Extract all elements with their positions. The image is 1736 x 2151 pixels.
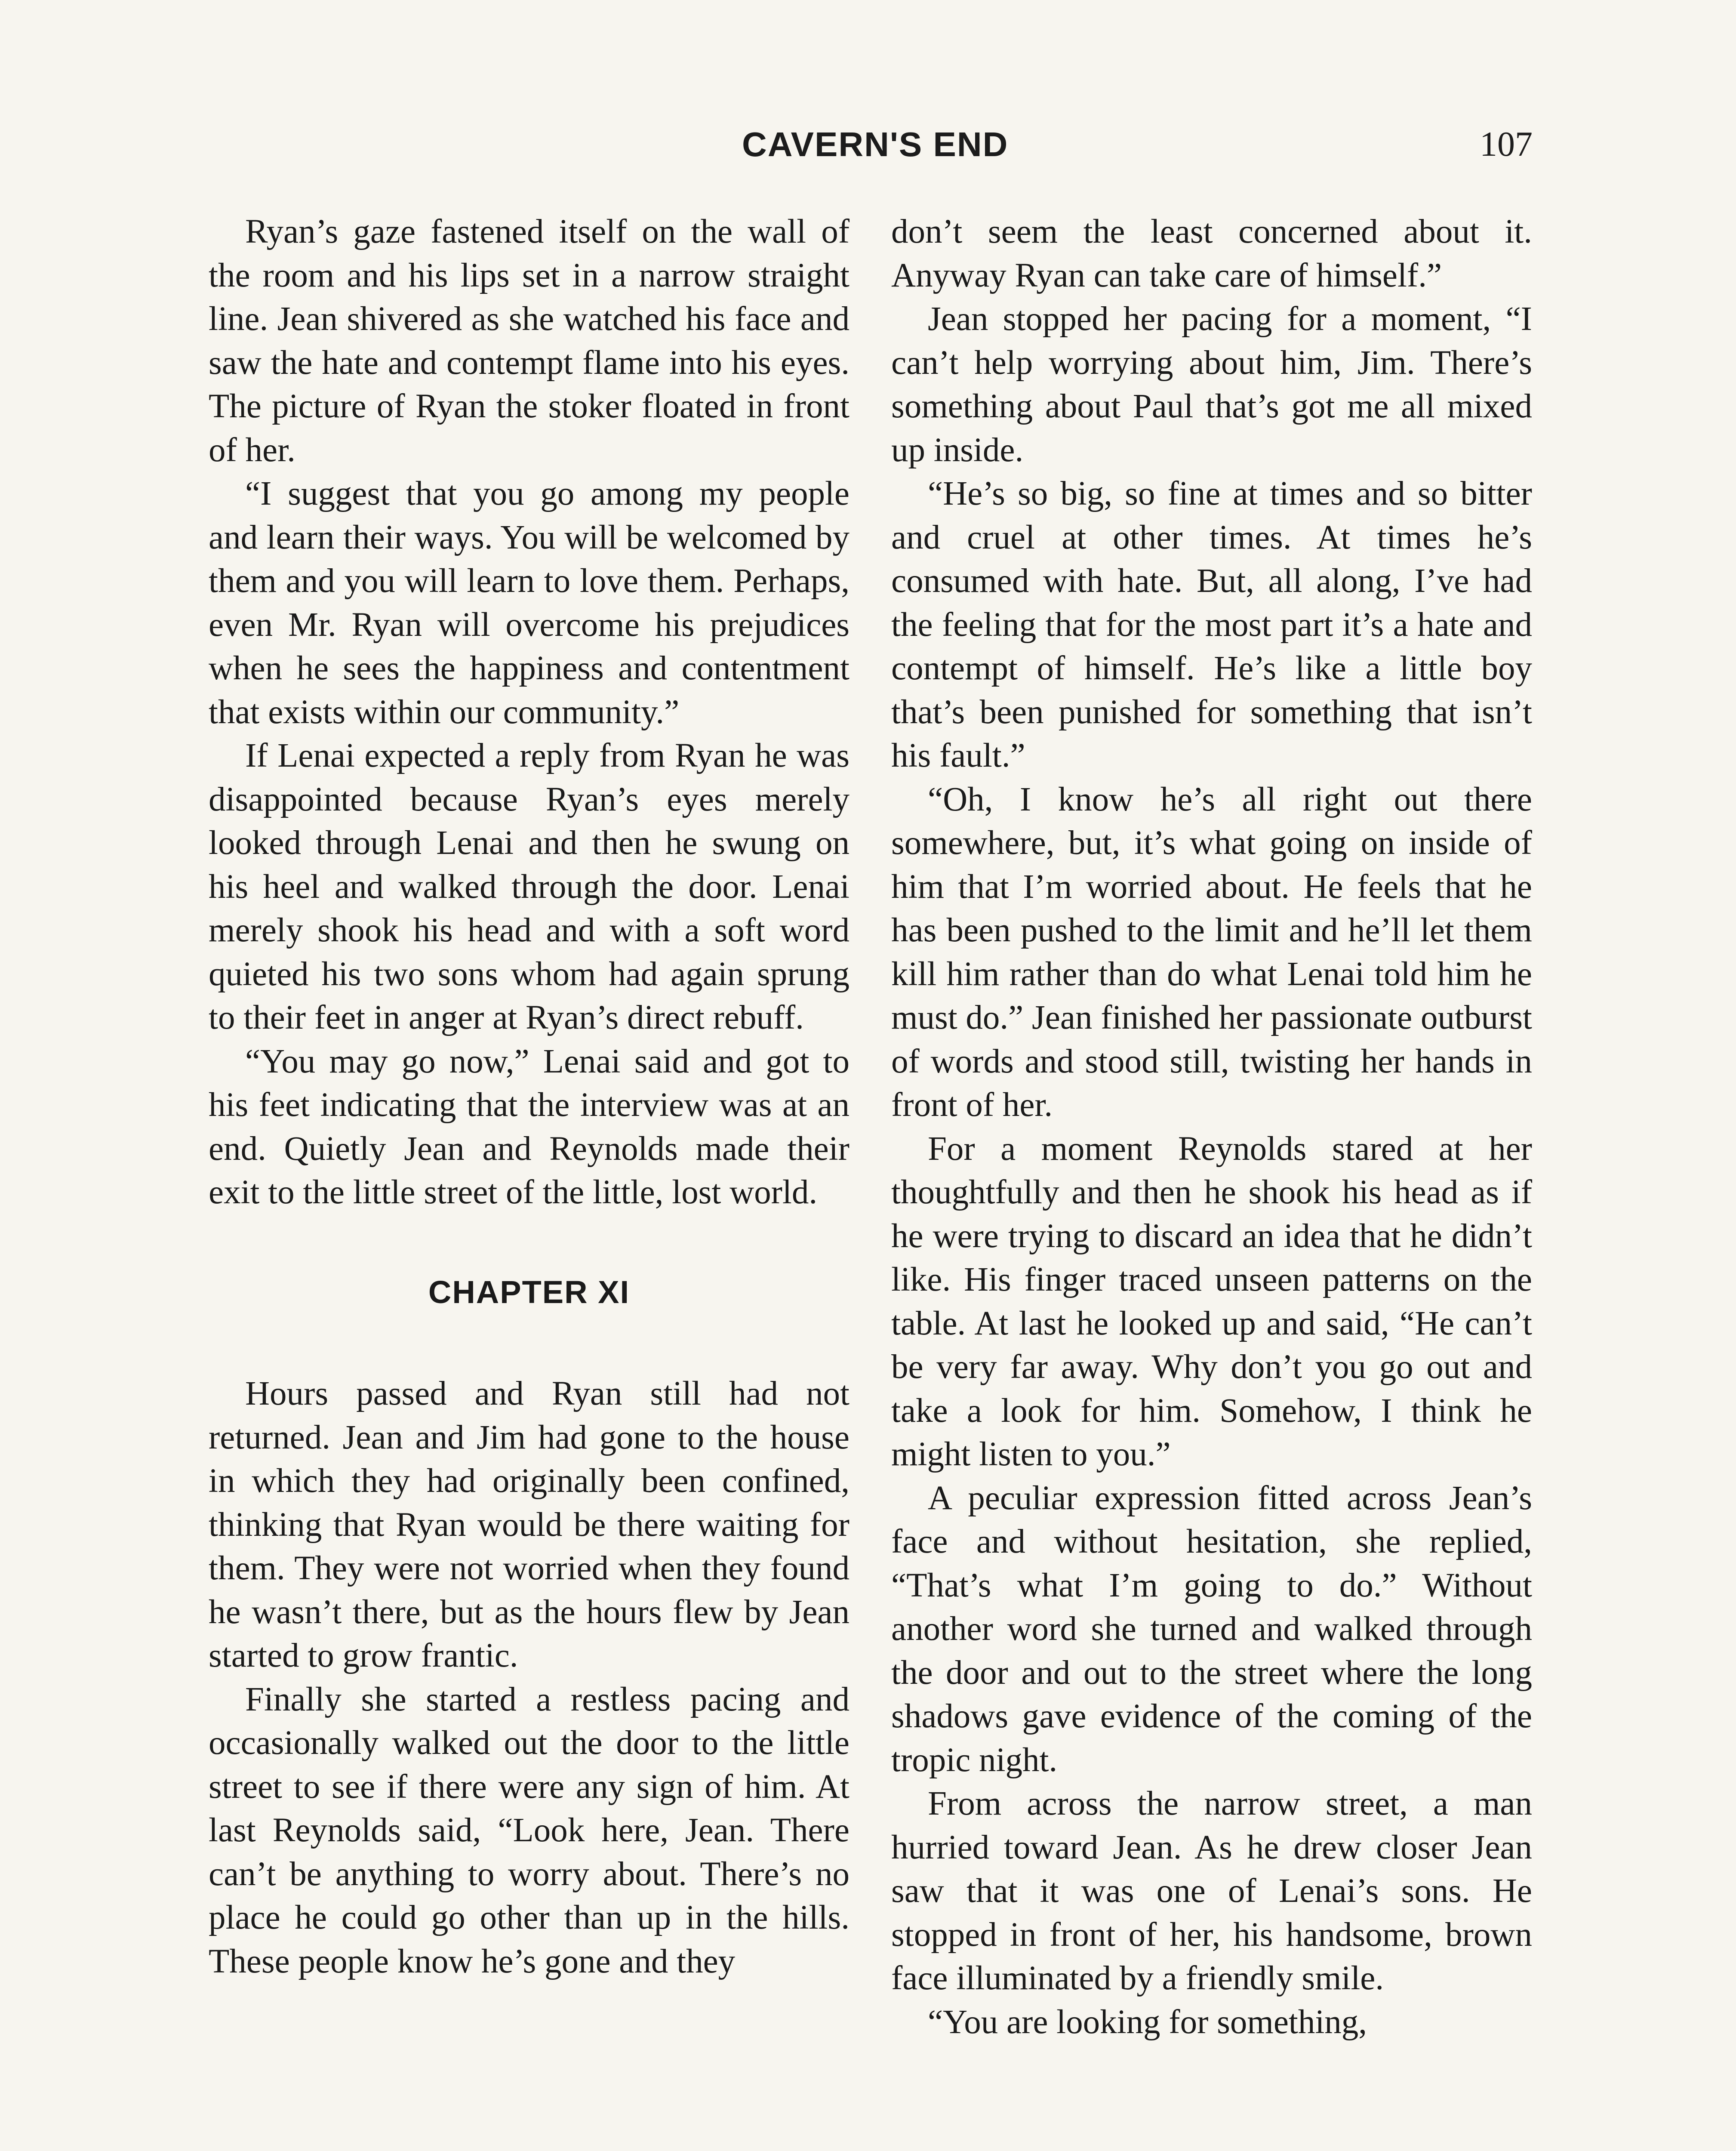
page-number: 107 bbox=[1480, 124, 1533, 163]
paragraph: “He’s so big, so fine at times and so bitter and cruel at other times. At times he’s consumed with hate. But, all along, I’ve had the feeling that for the most part it’s a hate and contempt of himself. He’s like a little boy that’s been punished for something that isn’t his fault.” bbox=[891, 475, 1532, 774]
right-column bbox=[891, 210, 1532, 2044]
paragraph: “Oh, I know he’s all right out there somewhere, but, it’s what going on inside of him that I’m worried about. He feels that he has been pushed to the limit and he’ll let them kill him rather than do what Lenai told him he must do.” Jean finished her passionate outburst of words and stood still, twisting her hands in front of her. bbox=[891, 780, 1532, 1124]
paragraph: “You are looking for something, bbox=[928, 2003, 1367, 2041]
paragraph: “I suggest that you go among my people and learn their ways. You will be welcomed by them and you will learn to love them. Perhaps, even Mr. Ryan will overcome his prejudices when he sees the happiness and contentment that exists within our community.” bbox=[209, 475, 850, 731]
left-column bbox=[209, 210, 850, 1983]
paragraph: Ryan’s gaze fastened itself on the wall of the room and his lips set in a narrow straight line. Jean shivered as she watched his face and saw the hate and contempt flame into his eyes. The picture of Ryan the stoker floated in front of her. bbox=[209, 213, 850, 469]
paragraph-continuation: don’t seem the least concerned about it. Anyway Ryan can take care of himself.” bbox=[891, 213, 1532, 294]
chapter-heading: CHAPTER XI bbox=[428, 1274, 630, 1310]
paragraph: If Lenai expected a reply from Ryan he was disappointed because Ryan’s eyes merely looked through Lenai and then he swung on his heel and walked through the door. Lenai merely shook his head and with a soft word quieted his two sons whom had again sprung to their feet in anger at Ryan’s direct rebuff. bbox=[209, 737, 850, 1036]
paragraph: From across the narrow street, a man hurried toward Jean. As he drew closer Jean saw that it was one of Lenai’s sons. He stopped in front of her, his handsome, brown face illuminated by a friendly smile. bbox=[891, 1785, 1532, 1997]
paragraph: A peculiar expression fitted across Jean’s face and without hesitation, she replied, “That’s what I’m going to do.” Without another word she turned and walked through the door and out to the street where the long shadows gave evidence of the coming of the tropic night. bbox=[891, 1479, 1532, 1779]
paragraph: Finally she started a restless pacing and occasionally walked out the door to the little street to see if there were any sign of him. At last Reynolds said, “Look here, Jean. There can’t be anything to worry about. There’s no place he could go other than up in the hills. These people know he’s gone and they bbox=[209, 1680, 850, 1980]
paragraph: For a moment Reynolds stared at her thoughtfully and then he shook his head as if he were trying to discard an idea that he didn’t like. His finger traced unseen patterns on the table. At last he looked up and said, “He can’t be very far away. Why don’t you go out and take a look for him. Somehow, I think he might listen to you.” bbox=[891, 1130, 1532, 1473]
running-title: CAVERN'S END bbox=[742, 125, 1009, 163]
paragraph: Hours passed and Ryan still had not returned. Jean and Jim had gone to the house in which they had originally been confined, thinking that Ryan would be there waiting for them. They were not worried when they found he wasn’t there, but as the hours flew by Jean started to grow frantic. bbox=[209, 1375, 850, 1674]
paragraph: “You may go now,” Lenai said and got to his feet indicating that the interview was at an end. Quietly Jean and Reynolds made their exit to the little street of the little, lost world. bbox=[209, 1042, 850, 1211]
paragraph: Jean stopped her pacing for a moment, “I can’t help worrying about him, Jim. There’s something about Paul that’s got me all mixed up inside. bbox=[891, 300, 1532, 469]
